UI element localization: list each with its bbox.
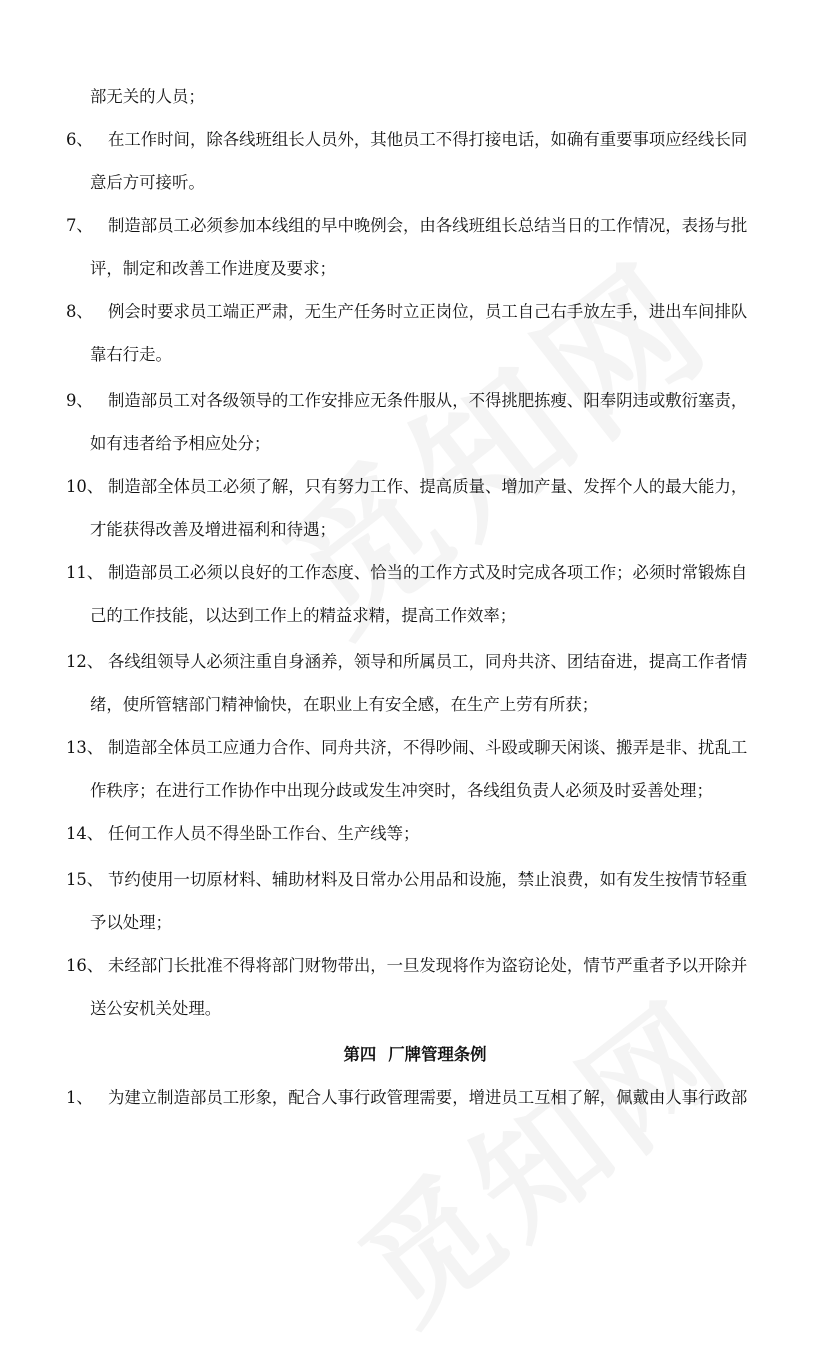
item-number: 8、 (66, 302, 93, 321)
item-number: 16、 (66, 956, 104, 975)
item-number: 11、 (66, 563, 104, 582)
item-number: 6、 (66, 130, 93, 149)
item-text: 制造部全体员工应通力合作、同舟共济，不得吵闹、斗殴或聊天闲谈、搬弄是非、扰乱工 (108, 738, 748, 757)
item-number: 7、 (66, 216, 93, 235)
item-text: 制造部员工必须参加本线组的早中晚例会，由各线班组长总结当日的工作情况，表扬与批 (108, 216, 748, 235)
item-text: 节约使用一切原材料、辅助材料及日常办公用品和设施，禁止浪费，如有发生按情节轻重 (108, 870, 748, 889)
item-text: 制造部员工对各级领导的工作安排应无条件服从，不得挑肥拣瘦、阳奉阴违或敷衍塞责， (108, 391, 748, 410)
item-text: 制造部全体员工必须了解，只有努力工作、提高质量、增加产量、发挥个人的最大能力， (108, 477, 748, 496)
item-text: 制造部员工必须以良好的工作态度、恰当的工作方式及时完成各项工作；必须时常锻炼自 (108, 563, 748, 582)
section-heading (0, 1044, 830, 1066)
item-number: 13、 (66, 738, 104, 757)
item-number: 15、 (66, 870, 104, 889)
watermark (317, 951, 763, 1356)
item-number: 14、 (66, 824, 104, 843)
section-part: 第四 (343, 1045, 377, 1064)
item-number: 9、 (66, 391, 93, 410)
item-text: 各线组领导人必须注重自身涵养，领导和所属员工，同舟共济、团结奋进，提高工作者情 (108, 652, 748, 671)
item-text: 未经部门长批准不得将部门财物带出，一旦发现将作为盗窃论处，情节严重者予以开除并 (108, 956, 748, 975)
section-title: 厂牌管理条例 (388, 1045, 487, 1064)
document-page: 部无关的人员； 6、 在工作时间，除各线班组长人员外，其他员工不得打接电话，如确有重要事项应经线长同 意后方可接听。 7、 制造部员工必须参加本线组的早中晚例会，由各线班组长总结当日的工作情况，表扬与批 评，制定和改善工作进度及要求； 8、 例会时要求员工端正严肃，无生产任务时立正岗位，员工自己右手放左手，进出车间排队 靠右行走。 9、 制造部员工对各级领导的工作安排应无条件服从，不得挑肥拣瘦、阳奉阴违或敷衍塞责， 如有违者给予相应处分； 10、 制造部全体员工必须了解，只有努力工作、提高质量、增加产量、发挥个人的最大能力， 才能获得改善及增进福利和待遇； 11、 制造部员工必须以良好的工作态度、恰当的工作方式及时完成各项工作；必须时常锻炼自 己的工作技能，以达到工作上的精益求精，提高工作效率； 12、 各线组领导人必须注重自身涵养，领导和所属员工，同舟共济、团结奋进，提高工作者情 绪，使所管辖部门精神愉快，在职业上有安全感，在生产上劳有所获； 13、 制造部全体员工应通力合作、同舟共济，不得吵闹、斗殴或聊天闲谈、搬弄是非、扰乱工 作秩序；在进行工作协作中出现分歧或发生冲突时，各线组负责人必须及时妥善处理； 14、 任何工作人员不得坐卧工作台、生产线等； 15、 节约使用一切原材料、辅助材料及日常办公用品和设施，禁止浪费，如有发生按情节轻重 予以处理； 16、 未经部门长批准不得将部门财物带出，一旦发现将作为盗窃论处，情节严重者予以开除并 送公安机关处理。 第四 厂牌管理条例 1、 为建立制造部员工形象，配合人事行政管理需要，增进员工互相了解，佩戴由人事行政部 (0, 0, 830, 1174)
item-text: 例会时要求员工端正严肃，无生产任务时立正岗位，员工自己右手放左手，进出车间排队 (108, 302, 748, 321)
item-text: 在工作时间，除各线班组长人员外，其他员工不得打接电话，如确有重要事项应经线长同 (108, 130, 748, 149)
item-number: 1、 (66, 1088, 93, 1107)
item-text: 任何工作人员不得坐卧工作台、生产线等； (108, 824, 420, 843)
item-number: 12、 (66, 652, 104, 671)
item-text: 为建立制造部员工形象，配合人事行政管理需要，增进员工互相了解，佩戴由人事行政部 (108, 1088, 748, 1107)
item-number: 10、 (66, 477, 104, 496)
